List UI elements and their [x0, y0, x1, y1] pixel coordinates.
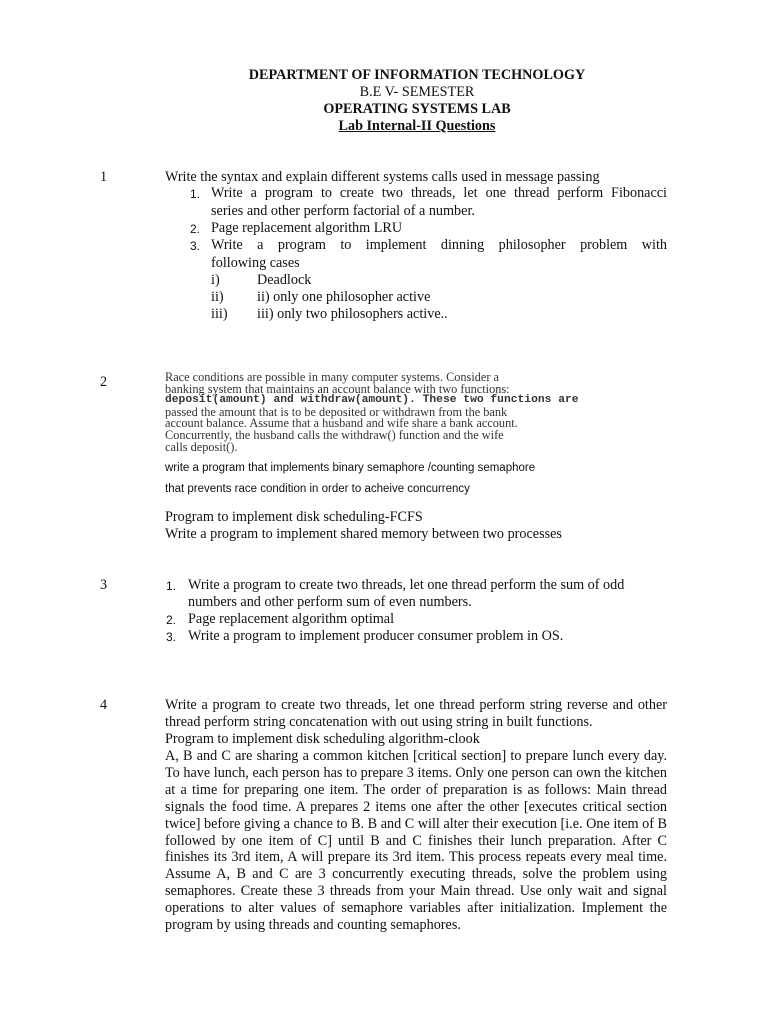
q2-scanned-excerpt [165, 372, 610, 453]
q3-item-1-line2: numbers and other perform sum of even numbers. [188, 594, 472, 610]
q3-item-2-line1: Page replacement algorithm optimal [188, 611, 395, 627]
department-heading: DEPARTMENT OF INFORMATION TECHNOLOGY [248, 67, 586, 83]
lab-heading: OPERATING SYSTEMS LAB [323, 101, 511, 117]
semester-heading: B.E V- SEMESTER [359, 84, 475, 100]
q2-scan-line-7: calls deposit(). [165, 439, 238, 454]
q2-extra-1: Program to implement disk scheduling-FCFS [165, 509, 423, 525]
q2-scan-line-3: deposit(amount) and withdraw(amount). These two functions are [165, 394, 579, 407]
page-title: Lab Internal-II Questions [338, 118, 496, 134]
q1-item-2-line1: Page replacement algorithm LRU [211, 220, 403, 236]
q1-item-1-line2: series and other perform factorial of a number. [211, 203, 475, 219]
q1-case-2-roman: ii) [211, 289, 224, 305]
q1-case-1-roman: i) [211, 272, 220, 288]
q1-case-2-text: ii) only one philosopher active [257, 289, 431, 305]
q3-item-1-line1: Write a program to create two threads, let one thread perform the sum of odd [188, 577, 625, 593]
q2-scan-line-4: passed the amount that is to be deposited or withdrawn from the bank [165, 404, 508, 419]
q2-semaphore-line-2: that prevents race condition in order to acheive concurrency [165, 483, 470, 495]
q1-item-1-number: 1. [190, 187, 201, 201]
q4-paragraph-2: Program to implement disk scheduling algorithm-clook [165, 731, 480, 747]
q2-scan-line-5: account balance. Assume that a husband and wife share a bank account. [165, 416, 518, 431]
q1-item-2-number: 2. [190, 222, 201, 236]
q2-scan-line-6: Concurrently, the husband calls the withdraw() function and the wife [165, 427, 504, 442]
q2-semaphore-line-1: write a program that implements binary semaphore /counting semaphore [165, 462, 536, 474]
q1-case-1-text: Deadlock [257, 272, 312, 288]
question-3-number: 3 [100, 577, 108, 593]
q2-scan-line-1: Race conditions are possible in many computer systems. Consider a [165, 370, 499, 384]
q2-scan-line-2: banking system that maintains an account balance with two functions: [165, 381, 510, 396]
q3-item-3-line1: Write a program to implement producer consumer problem in OS. [188, 628, 564, 644]
q1-item-3-number: 3. [190, 239, 201, 253]
q2-extra-2: Write a program to implement shared memory between two processes [165, 526, 562, 542]
question-4-number: 4 [100, 697, 108, 713]
question-1-number: 1 [100, 169, 108, 185]
q1-item-3-line1: Write a program to implement dinning philosopher problem with [211, 237, 667, 253]
q4-paragraph-1: Write a program to create two threads, let one thread perform string reverse and other thread perform string concatenation with out using string in built functions. [165, 697, 667, 730]
q3-item-1-number: 1. [166, 579, 177, 593]
question-1-intro: Write the syntax and explain different systems calls used in message passing [165, 169, 600, 185]
q1-case-3-roman: iii) [211, 306, 228, 322]
q4-paragraph-3: A, B and C are sharing a common kitchen [critical section] to prepare lunch every day. To have lunch, each person has to prepare 3 items. Only one person can own the kitchen at a time for preparing one item. The order of preparation is as follows: Main thread signals the food time. A prepares 2 items one after the other [executes critical section twice] before giving a chance to B. B and C will alter their execution [i.e. One item of B followed by one item of C] until B and C finishes their lunch preparation. After C finishes its 3rd item, A will prepare its 3rd item. This process repeats every meal time. Assume A, B and C are 3 concurrently executing threads, solve the problem using semaphores. Create these 3 threads from your Main thread. Use only wait and signal operations to alter values of semaphore variables after initialization. Implement the program by using threads and counting semaphores. [165, 748, 667, 934]
q3-item-3-number: 3. [166, 630, 177, 644]
q3-item-2-number: 2. [166, 613, 177, 627]
q1-case-3-text: iii) only two philosophers active.. [257, 306, 448, 322]
q1-item-1-line1: Write a program to create two threads, let one thread perform Fibonacci [211, 185, 667, 201]
q1-item-3-line2: following cases [211, 255, 300, 271]
question-2-number: 2 [100, 374, 108, 390]
